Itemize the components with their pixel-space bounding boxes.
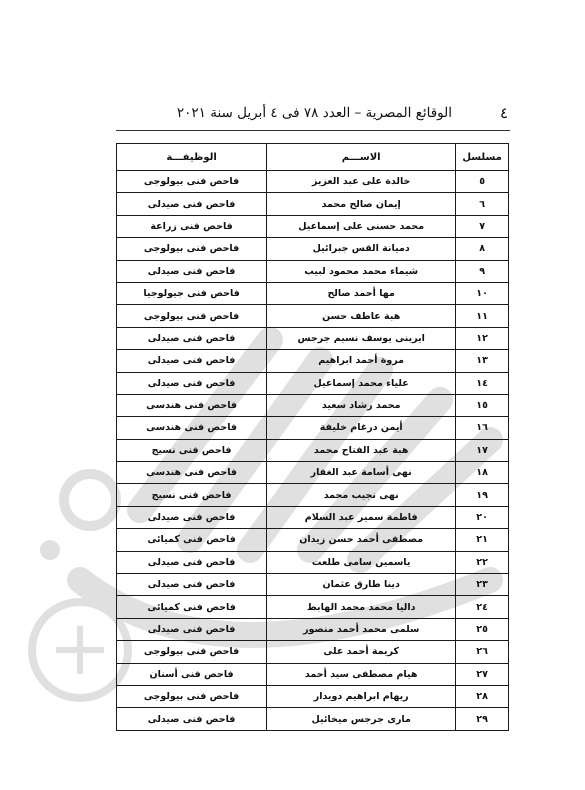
cell-name: هبة عاطف حسن (267, 305, 456, 327)
cell-name: هيام مصطفى سيد أحمد (267, 663, 456, 685)
cell-job: فاحص فنى زراعة (117, 215, 267, 237)
cell-job: فاحص فنى كميائى (117, 529, 267, 551)
cell-name: ريهام ابراهيم دويدار (267, 685, 456, 707)
table-row (117, 574, 509, 596)
cell-serial: ٢٨ (456, 685, 509, 707)
cell-serial: ٢٤ (456, 596, 509, 618)
cell-name: نهى أسامة عبد الغفار (267, 462, 456, 484)
cell-serial: ١٨ (456, 462, 509, 484)
cell-job: فاحص فنى صيدلى (117, 327, 267, 349)
cell-name: مارى جرجس ميخائيل (267, 708, 456, 730)
cell-serial: ٥ (456, 171, 509, 193)
table-row (117, 462, 509, 484)
cell-serial: ١٤ (456, 372, 509, 394)
cell-name: إيمان صالح محمد (267, 193, 456, 215)
table-row (117, 215, 509, 237)
cell-serial: ٢٦ (456, 641, 509, 663)
table-row (117, 439, 509, 461)
cell-name: دميانة القس جبرائيل (267, 238, 456, 260)
table-row (117, 618, 509, 640)
cell-name: أيمن درغام خليفة (267, 417, 456, 439)
cell-serial: ١٩ (456, 484, 509, 506)
cell-job: فاحص فنى صيدلى (117, 574, 267, 596)
table-row (117, 641, 509, 663)
cell-serial: ٢٥ (456, 618, 509, 640)
cell-serial: ٢٠ (456, 506, 509, 528)
cell-job: فاحص فنى صيدلى (117, 193, 267, 215)
cell-serial: ٢٣ (456, 574, 509, 596)
table-row (117, 238, 509, 260)
cell-job: فاحص فنى نسيج (117, 484, 267, 506)
cell-job: فاحص فنى صيدلى (117, 506, 267, 528)
column-header-job: الوظيفـــة (117, 144, 267, 171)
cell-name: شيماء محمد محمود لبيب (267, 260, 456, 282)
cell-serial: ٢٢ (456, 551, 509, 573)
cell-job: فاحص فنى بيولوجى (117, 305, 267, 327)
running-title: الوقائع المصرية – العدد ٧٨ فى ٤ أبريل سنة ٢٠٢١ (176, 105, 452, 121)
cell-serial: ١٥ (456, 394, 509, 416)
cell-job: فاحص فنى صيدلى (117, 260, 267, 282)
table-row (117, 484, 509, 506)
cell-job: فاحص فنى بيولوجى (117, 171, 267, 193)
cell-serial: ١٢ (456, 327, 509, 349)
cell-name: نهى نجيب محمد (267, 484, 456, 506)
cell-job: فاحص فنى صيدلى (117, 350, 267, 372)
table-row (117, 305, 509, 327)
header-divider (116, 130, 510, 131)
cell-serial: ١٦ (456, 417, 509, 439)
cell-serial: ٧ (456, 215, 509, 237)
table-row (117, 663, 509, 685)
table-row (117, 708, 509, 730)
cell-job: فاحص فنى بيولوجى (117, 685, 267, 707)
cell-job: فاحص فنى بيولوجى (117, 641, 267, 663)
cell-name: خالدة على عبد العزيز (267, 171, 456, 193)
cell-name: ياسمين سامى طلعت (267, 551, 456, 573)
cell-name: محمد رشاد سعيد (267, 394, 456, 416)
table-row (117, 260, 509, 282)
cell-job: فاحص فنى أسنان (117, 663, 267, 685)
cell-name: مصطفى أحمد حسن زيدان (267, 529, 456, 551)
cell-name: هبة عبد الفتاح محمد (267, 439, 456, 461)
cell-serial: ٢٧ (456, 663, 509, 685)
cell-serial: ٢١ (456, 529, 509, 551)
cell-job: فاحص فنى هندسى (117, 417, 267, 439)
table-row (117, 193, 509, 215)
page-header (118, 104, 508, 128)
cell-name: كريمة أحمد على (267, 641, 456, 663)
table-row (117, 372, 509, 394)
table-row (117, 171, 509, 193)
table-row (117, 506, 509, 528)
table-header-row (117, 144, 509, 171)
cell-serial: ٨ (456, 238, 509, 260)
table-row (117, 685, 509, 707)
cell-job: فاحص فنى بيولوجى (117, 238, 267, 260)
cell-job: فاحص فنى صيدلى (117, 551, 267, 573)
cell-job: فاحص فنى صيدلى (117, 372, 267, 394)
cell-serial: ٢٩ (456, 708, 509, 730)
table-row (117, 350, 509, 372)
cell-serial: ١٠ (456, 282, 509, 304)
column-header-name: الاســـم (267, 144, 456, 171)
cell-name: مروة أحمد ابراهيم (267, 350, 456, 372)
cell-name: دينا طارق عثمان (267, 574, 456, 596)
cell-name: داليا محمد محمد الهابط (267, 596, 456, 618)
cell-name: سلمى محمد أحمد منصور (267, 618, 456, 640)
cell-job: فاحص فنى نسيج (117, 439, 267, 461)
table-row (117, 417, 509, 439)
cell-job: فاحص فنى جيولوجيا (117, 282, 267, 304)
cell-job: فاحص فنى هندسى (117, 462, 267, 484)
cell-serial: ١٧ (456, 439, 509, 461)
cell-job: فاحص فنى صيدلى (117, 618, 267, 640)
column-header-serial: مسلسل (456, 144, 509, 171)
page-number: ٤ (499, 104, 508, 122)
cell-name: محمد حسنى على إسماعيل (267, 215, 456, 237)
table-body (117, 171, 509, 731)
cell-name: فاطمة سمير عبد السلام (267, 506, 456, 528)
cell-serial: ١١ (456, 305, 509, 327)
table-row (117, 529, 509, 551)
table-row (117, 394, 509, 416)
cell-serial: ٦ (456, 193, 509, 215)
cell-name: مها أحمد صالح (267, 282, 456, 304)
table-row (117, 282, 509, 304)
table-row (117, 551, 509, 573)
cell-job: فاحص فنى صيدلى (117, 708, 267, 730)
cell-name: ايرينى يوسف نسيم جرجس (267, 327, 456, 349)
cell-name: علياء محمد إسماعيل (267, 372, 456, 394)
staff-table (116, 143, 509, 731)
cell-job: فاحص فنى هندسى (117, 394, 267, 416)
table-row (117, 327, 509, 349)
cell-serial: ١٣ (456, 350, 509, 372)
table-row (117, 596, 509, 618)
cell-serial: ٩ (456, 260, 509, 282)
cell-job: فاحص فنى كميائى (117, 596, 267, 618)
